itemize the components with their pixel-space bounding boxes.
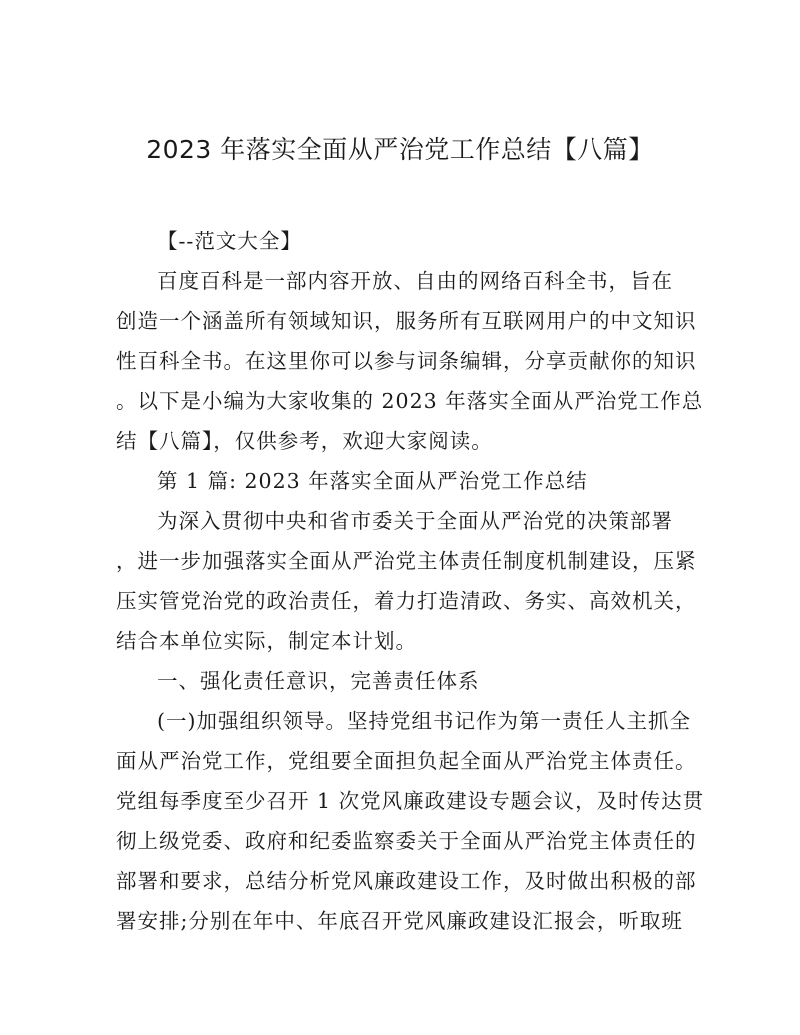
purpose-line: 为深入贯彻中央和省市委关于全面从严治党的决策部署 xyxy=(157,509,673,533)
document-body xyxy=(116,221,705,941)
item-line: 部署和要求，总结分析党风廉政建设工作，及时做出积极的部 xyxy=(116,869,697,893)
purpose-paragraph xyxy=(116,501,697,661)
item-line: 彻上级党委、政府和纪委监察委关于全面从严治党主体责任的 xyxy=(116,829,697,853)
chapter-heading: 第 1 篇: 2023 年落实全面从严治党工作总结 xyxy=(157,469,588,493)
purpose-line: ，进一步加强落实全面从严治党主体责任制度机制建设，压紧 xyxy=(116,549,697,573)
item-paragraph xyxy=(116,701,705,941)
item-line: 面从严治党工作，党组要全面担负起全面从严治党主体责任。 xyxy=(116,749,697,773)
item-line: 党组每季度至少召开 1 次党风廉政建设专题会议，及时传达贯 xyxy=(116,789,705,813)
section-heading: 一、强化责任意识，完善责任体系 xyxy=(157,669,480,693)
intro-paragraph xyxy=(116,261,704,461)
intro-line: 性百科全书。在这里你可以参与词条编辑，分享贡献你的知识 xyxy=(116,349,697,373)
item-line: (一)加强组织领导。坚持党组书记作为第一责任人主抓全 xyxy=(157,709,691,733)
intro-line: 百度百科是一部内容开放、自由的网络百科全书，旨在 xyxy=(157,269,673,293)
intro-line: 创造一个涵盖所有领域知识，服务所有互联网用户的中文知识 xyxy=(116,309,697,333)
intro-line: 结【八篇】，仅供参考，欢迎大家阅读。 xyxy=(116,429,493,453)
intro-line: 。以下是小编为大家收集的 2023 年落实全面从严治党工作总 xyxy=(116,389,704,413)
purpose-line: 压实管党治党的政治责任，着力打造清政、务实、高效机关， xyxy=(116,589,697,613)
document-title: 2023 年落实全面从严治党工作总结【八篇】 xyxy=(146,135,654,164)
purpose-line: 结合本单位实际，制定本计划。 xyxy=(116,629,417,653)
source-tag: 【--范文大全】 xyxy=(157,229,302,253)
item-line: 署安排;分别在年中、年底召开党风廉政建设汇报会，听取班 xyxy=(116,909,683,933)
